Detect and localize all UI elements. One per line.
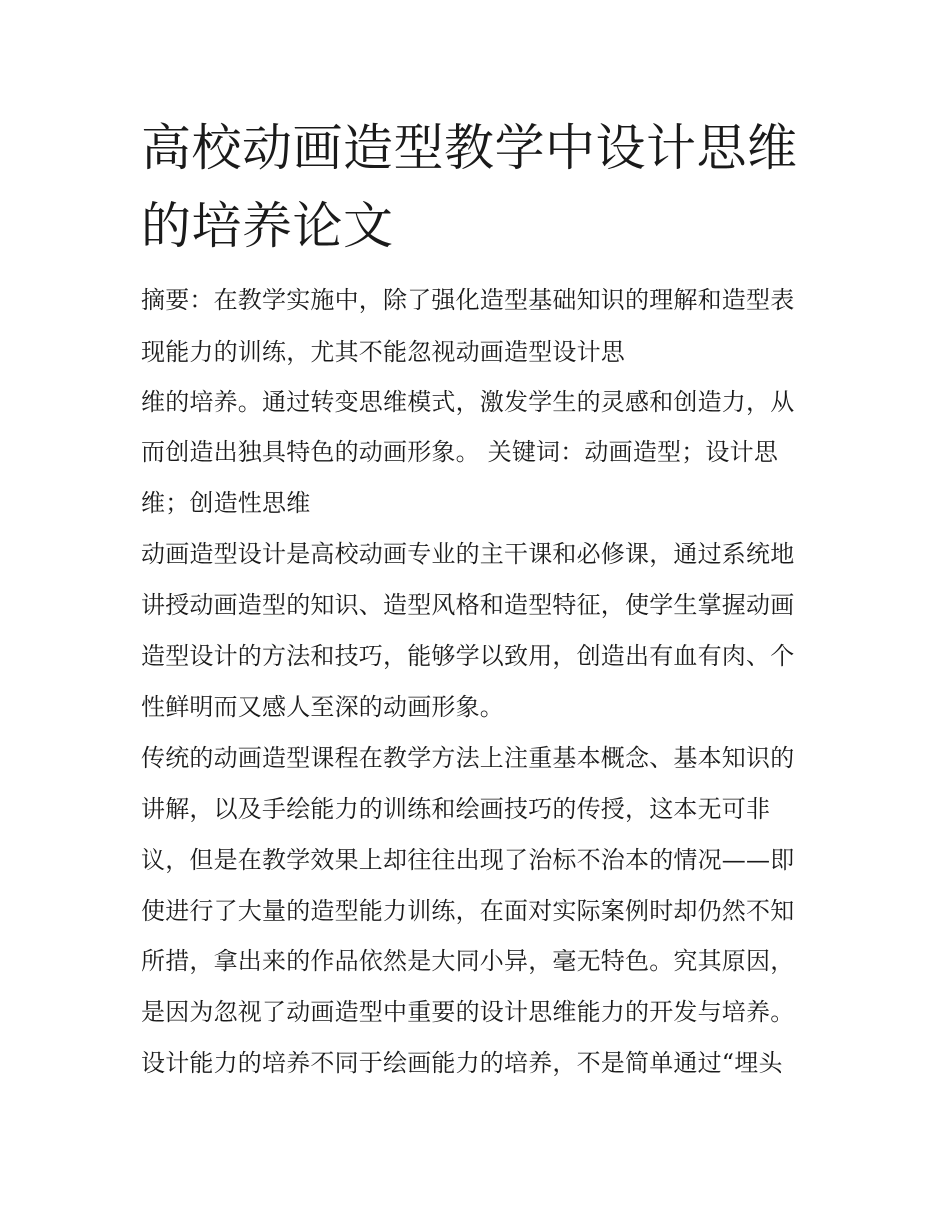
- paragraph-line: 造型设计的方法和技巧，能够学以致用，创造出有血有肉、个: [141, 642, 795, 670]
- paragraph-line: 是因为忽视了动画造型中重要的设计思维能力的开发与培养。: [141, 998, 795, 1026]
- keywords-line: 而创造出独具特色的动画形象。 关键词：动画造型；设计思: [141, 438, 779, 466]
- abstract-line: 维的培养。通过转变思维模式，激发学生的灵感和创造力，从: [141, 388, 795, 416]
- paragraph-line: 设计能力的培养不同于绘画能力的培养，不是简单通过“埋头: [141, 1049, 783, 1077]
- paragraph-line: 使进行了大量的造型能力训练，在面对实际案例时却仍然不知: [141, 897, 795, 925]
- paragraph-line: 讲授动画造型的知识、造型风格和造型特征，使学生掌握动画: [141, 591, 795, 619]
- paragraph-line: 传统的动画造型课程在教学方法上注重基本概念、基本知识的: [141, 744, 795, 772]
- paragraph-line: 所措，拿出来的作品依然是大同小异，毫无特色。究其原因，: [141, 947, 795, 975]
- abstract-line: 现能力的训练，尤其不能忽视动画造型设计思: [141, 338, 625, 366]
- abstract-line: 摘要：在教学实施中，除了强化造型基础知识的理解和造型表: [141, 286, 795, 314]
- paragraph-line: 议，但是在教学效果上却往往出现了治标不治本的情况——即: [141, 846, 795, 874]
- document-title-line-2: 的培养论文: [141, 197, 394, 255]
- paragraph-line: 讲解，以及手绘能力的训练和绘画技巧的传授，这本无可非: [141, 795, 771, 823]
- paragraph-line: 动画造型设计是高校动画专业的主干课和必修课，通过系统地: [141, 540, 795, 568]
- keywords-line: 维；创造性思维: [141, 489, 311, 517]
- document-title-line-1: 高校动画造型教学中设计思维: [141, 119, 798, 177]
- paragraph-line: 性鲜明而又感人至深的动画形象。: [141, 693, 504, 721]
